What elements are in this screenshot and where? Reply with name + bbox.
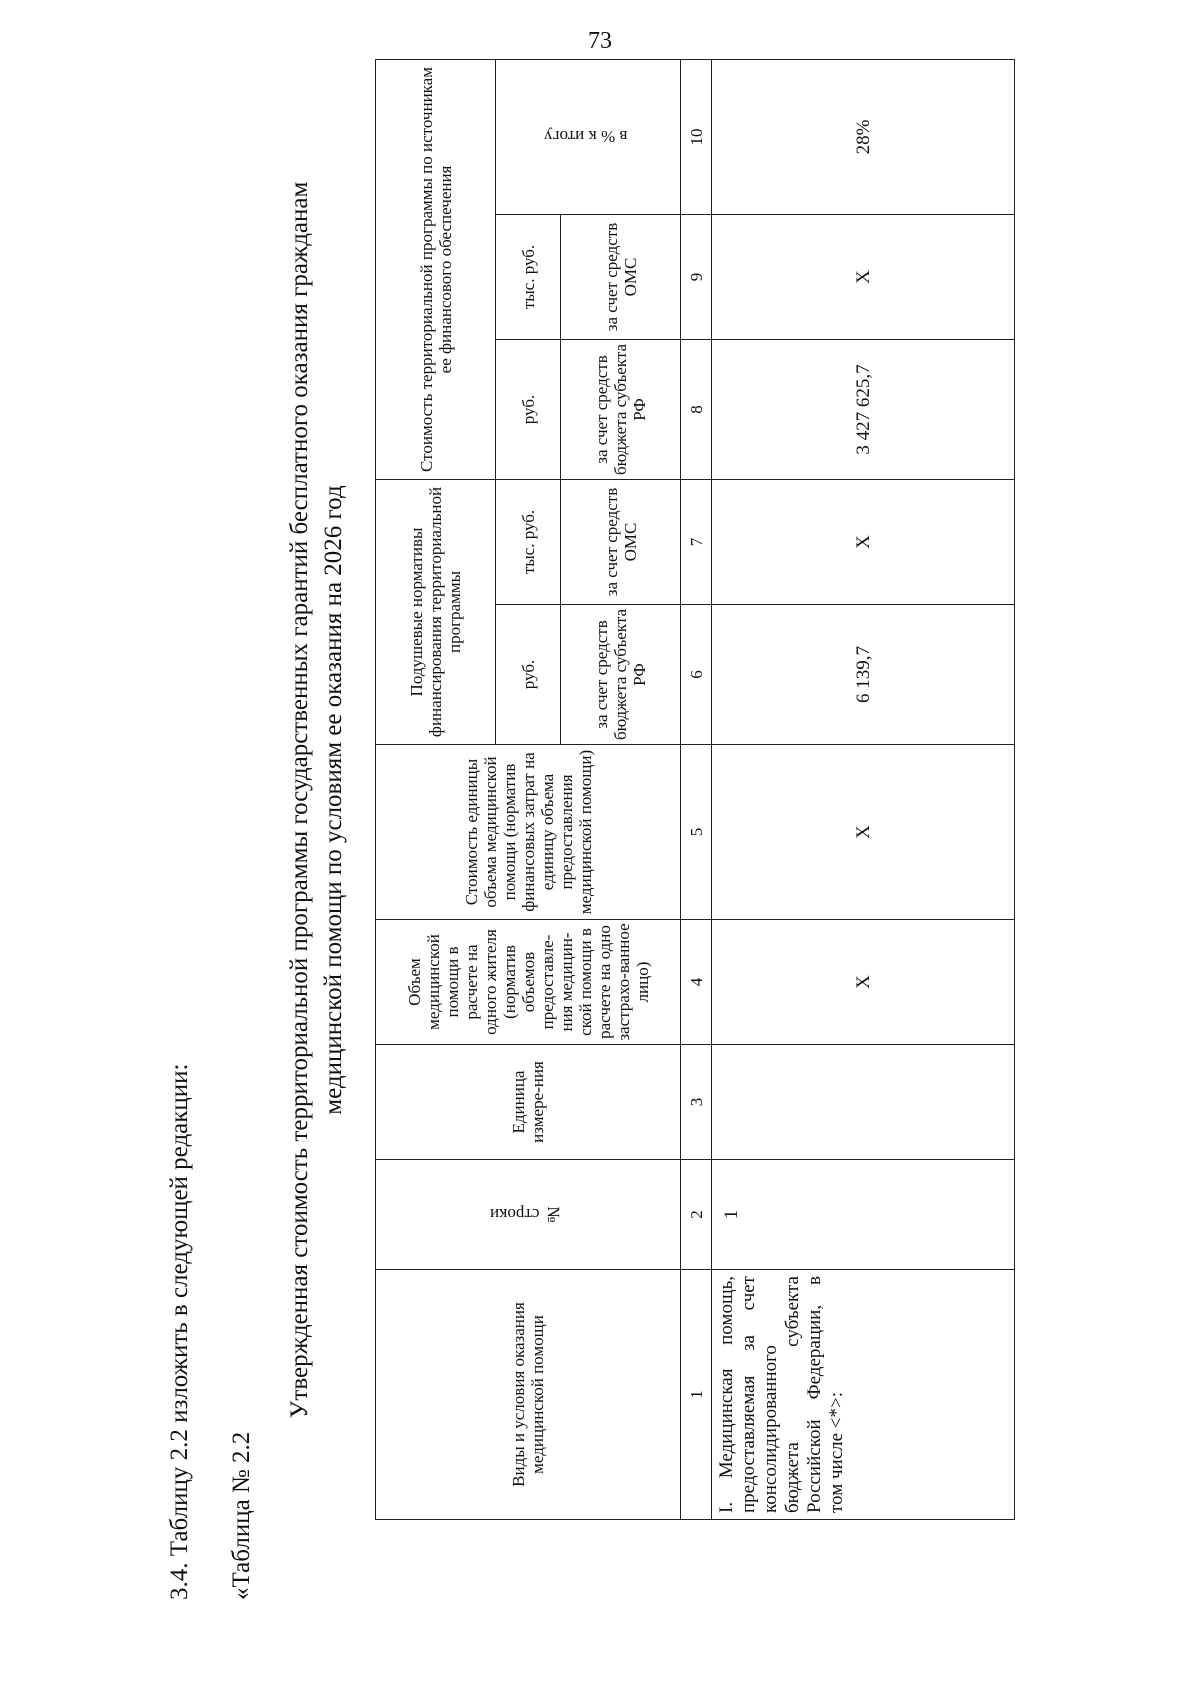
row-volume: X xyxy=(712,920,1015,1045)
header-kinds: Виды и условия оказания медицинской помощи xyxy=(376,1270,681,1520)
column-number: 1 xyxy=(681,1270,712,1520)
header-row-1 xyxy=(376,59,496,1519)
page-number: 73 xyxy=(588,28,612,54)
column-number: 4 xyxy=(681,920,712,1045)
header-per-capita-norms: Подушевые нормативы финансирования территориальной программы xyxy=(376,479,496,744)
intro-paragraph: 3.4. Таблицу 2.2 изложить в следующей редакции: xyxy=(166,1063,193,1600)
header-percent-text: в % к итогу xyxy=(544,127,628,147)
header-unit: Единица измере-ния xyxy=(376,1045,681,1160)
header-thous-rub-cost: тыс. руб. xyxy=(496,214,561,339)
header-unit-cost: Стоимость единицы объема медицинской помощи (норматив финансовых затрат на единицу объема предоставления медицинской помощи) xyxy=(376,745,681,920)
row-line-no: 1 xyxy=(712,1160,1015,1270)
column-number-row xyxy=(681,59,712,1519)
header-program-cost: Стоимость территориальной программы по источникам ее финансового обеспечения xyxy=(376,59,496,479)
header-oms-cost: за счет средств ОМС xyxy=(561,214,681,339)
row-norm-budget: 6 139,7 xyxy=(712,605,1015,745)
column-number: 8 xyxy=(681,339,712,479)
table-title-line-2: медицинской помощи по условиям ее оказания на 2026 год xyxy=(320,485,347,1115)
rotated-landscape-content xyxy=(165,40,1025,1600)
row-unit-cost: X xyxy=(712,745,1015,920)
table-label: «Таблица № 2.2 xyxy=(228,1431,255,1600)
row-unit xyxy=(712,1045,1015,1160)
row-norm-oms: X xyxy=(712,479,1015,604)
column-number: 5 xyxy=(681,745,712,920)
header-percent xyxy=(496,59,681,214)
table-title-line-1: Утвержденная стоимость территориальной программы государственных гарантий бесплатного оказания гражданам xyxy=(286,181,313,1419)
column-number: 9 xyxy=(681,214,712,339)
header-thous-rub-norm: тыс. руб. xyxy=(496,479,561,604)
header-rub-cost: руб. xyxy=(496,339,561,479)
header-line-no-text: № строки xyxy=(489,1205,563,1224)
header-volume: Объем медицинской помощи в расчете на одного жителя (норматив объемов предоставле-ния медицин-ской помощи в расчете на одно застрахо-ванное лицо) xyxy=(376,920,681,1045)
header-budget-cost: за счет средств бюджета субъекта РФ xyxy=(561,339,681,479)
column-number: 3 xyxy=(681,1045,712,1160)
column-number: 7 xyxy=(681,479,712,604)
header-line-no xyxy=(376,1160,681,1270)
column-number: 2 xyxy=(681,1160,712,1270)
row-percent: 28% xyxy=(712,59,1015,214)
header-budget-norm: за счет средств бюджета субъекта РФ xyxy=(561,605,681,745)
column-number: 6 xyxy=(681,605,712,745)
header-rub-norm: руб. xyxy=(496,605,561,745)
table-row xyxy=(712,59,1015,1519)
column-number: 10 xyxy=(681,59,712,214)
row-cost-oms: X xyxy=(712,214,1015,339)
row-kind-name: I. Медицинская помощь, предоставляемая за счет консолидированного бюджета субъекта Российской Федерации, в том числе <*>: xyxy=(712,1270,1015,1520)
table-title xyxy=(283,100,351,1500)
header-oms-norm: за счет средств ОМС xyxy=(561,479,681,604)
cost-table xyxy=(375,59,1015,1520)
row-cost-budget: 3 427 625,7 xyxy=(712,339,1015,479)
